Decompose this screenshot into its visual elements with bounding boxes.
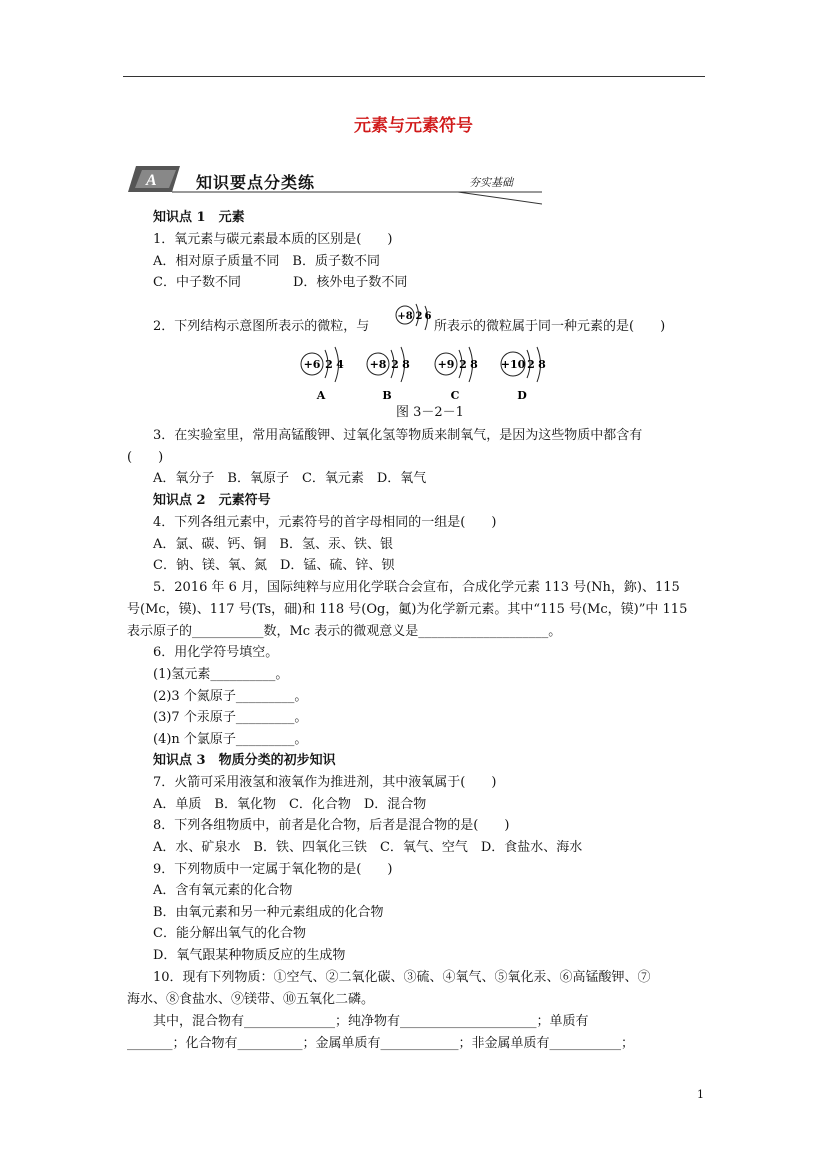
question-4-options-ab: A．氯、碳、钙、铜 B．氢、汞、铁、银 (153, 537, 393, 552)
inline-atom-nucleus: +8 (397, 311, 413, 322)
question-5-line-3: 表示原子的___________数，Mc 表示的微观意义是____________________。 (127, 624, 562, 639)
atom-b-nucleus: +8 (369, 358, 387, 371)
question-5-line-1: 5．2016 年 6 月，国际纯粹与应用化学联合会宣布，合成化学元素 113 号(Nh，鉨)、115 (153, 580, 680, 595)
atom-structure-diagrams (290, 342, 560, 404)
atom-d-label: D (517, 389, 527, 402)
atom-a-shell-2: 4 (336, 358, 344, 371)
question-7-options: A．单质 B．氧化物 C．化合物 D．混合物 (153, 797, 427, 812)
atom-b-shell-1: 2 (391, 358, 399, 371)
header-rule (123, 76, 705, 77)
question-9: 9．下列物质中一定属于氧化物的是( ) (153, 862, 393, 877)
question-9-option-d: D．氧气跟某种物质反应的生成物 (153, 948, 346, 963)
atom-a (301, 347, 344, 402)
atom-b-label: B (382, 389, 392, 402)
banner-subtitle: 夯实基础 (469, 176, 513, 189)
atom-c-shell-2: 8 (470, 358, 478, 371)
question-10-line-2: 海水、⑧食盐水、⑨镁带、⑩五氧化二磷。 (127, 992, 375, 1007)
question-2-part-a: 2．下列结构示意图所表示的微粒，与 (153, 319, 370, 334)
question-4-options-cd: C．钠、镁、氧、氮 D．锰、硫、锌、钡 (153, 558, 395, 573)
knowledge-point-1: 知识点 1 元素 (153, 210, 245, 225)
question-3-line-2: ( ) (127, 450, 164, 465)
page-number: 1 (697, 1088, 704, 1101)
banner-title: 知识要点分类练 (196, 173, 316, 192)
atom-d-shell-1: 2 (527, 358, 535, 371)
question-1: 1．氧元素与碳元素最本质的区别是( ) (153, 232, 393, 247)
atom-d-shell-2: 8 (538, 358, 546, 371)
atom-c-shell-1: 2 (459, 358, 467, 371)
knowledge-point-3: 知识点 3 物质分类的初步知识 (153, 753, 336, 768)
question-6: 6．用化学符号填空。 (153, 645, 279, 660)
atom-b (367, 347, 410, 402)
question-4: 4．下列各组元素中，元素符号的首字母相同的一组是( ) (153, 515, 497, 530)
question-10-line-4: _______；化合物有__________；金属单质有____________；非金属单质有___________； (127, 1036, 635, 1051)
question-1-options-ab: A．相对原子质量不同 B．质子数不同 (153, 254, 380, 269)
page-title: 元素与元素符号 (354, 116, 473, 136)
question-8: 8．下列各组物质中，前者是化合物，后者是混合物的是( ) (153, 818, 510, 833)
question-10-line-1: 10．现有下列物质：①空气、②二氧化碳、③硫、④氧气、⑤氧化汞、⑥高锰酸钾、⑦ (153, 970, 651, 985)
atom-c (435, 347, 478, 402)
question-9-option-a: A．含有氧元素的化合物 (153, 883, 293, 898)
question-7: 7．火箭可采用液氢和液氧作为推进剂，其中液氧属于( ) (153, 775, 497, 790)
question-6-item-2: (2)3 个氮原子_________。 (153, 689, 308, 704)
banner-badge: A (146, 172, 157, 189)
question-2-part-b: 所表示的微粒属于同一种元素的是( ) (434, 319, 666, 334)
atom-a-nucleus: +6 (303, 358, 321, 371)
inline-atom-diagram (393, 303, 433, 335)
figure-caption: 图 3－2－1 (396, 405, 464, 420)
knowledge-point-2: 知识点 2 元素符号 (153, 493, 271, 508)
atom-c-label: C (450, 389, 460, 402)
atom-b-shell-2: 8 (402, 358, 410, 371)
atom-d-nucleus: +10 (500, 358, 526, 371)
question-6-item-4: (4)n 个氯原子_________。 (153, 732, 308, 747)
question-8-options: A．水、矿泉水 B．铁、四氧化三铁 C．氧气、空气 D．食盐水、海水 (153, 840, 583, 855)
inline-atom-shell-1: 2 (415, 311, 423, 322)
atom-c-nucleus: +9 (437, 358, 455, 371)
question-3-line-1: 3．在实验室里，常用高锰酸钾、过氧化氢等物质来制氧气，是因为这些物质中都含有 (153, 428, 643, 443)
inline-atom-shell-2: 6 (424, 311, 432, 322)
question-1-options-cd: C．中子数不同 D．核外电子数不同 (153, 275, 408, 290)
question-6-item-3: (3)7 个汞原子_________。 (153, 710, 308, 725)
atom-d (501, 347, 546, 402)
question-3-options: A．氧分子 B．氧原子 C．氧元素 D．氧气 (153, 471, 427, 486)
question-5-line-2: 号(Mc，镆)、117 号(Ts，鿬)和 118 号(Og，鿫)为化学新元素。其中“115 号(Mc，镆)”中 115 (127, 602, 688, 617)
atom-a-label: A (316, 389, 326, 402)
question-9-option-c: C．能分解出氧气的化合物 (153, 926, 306, 941)
question-10-line-3: 其中，混合物有______________；纯净物有_____________________；单质有 (153, 1014, 589, 1029)
atom-a-shell-1: 2 (325, 358, 333, 371)
question-9-option-b: B．由氧元素和另一种元素组成的化合物 (153, 905, 384, 920)
question-6-item-1: (1)氢元素__________。 (153, 667, 289, 682)
